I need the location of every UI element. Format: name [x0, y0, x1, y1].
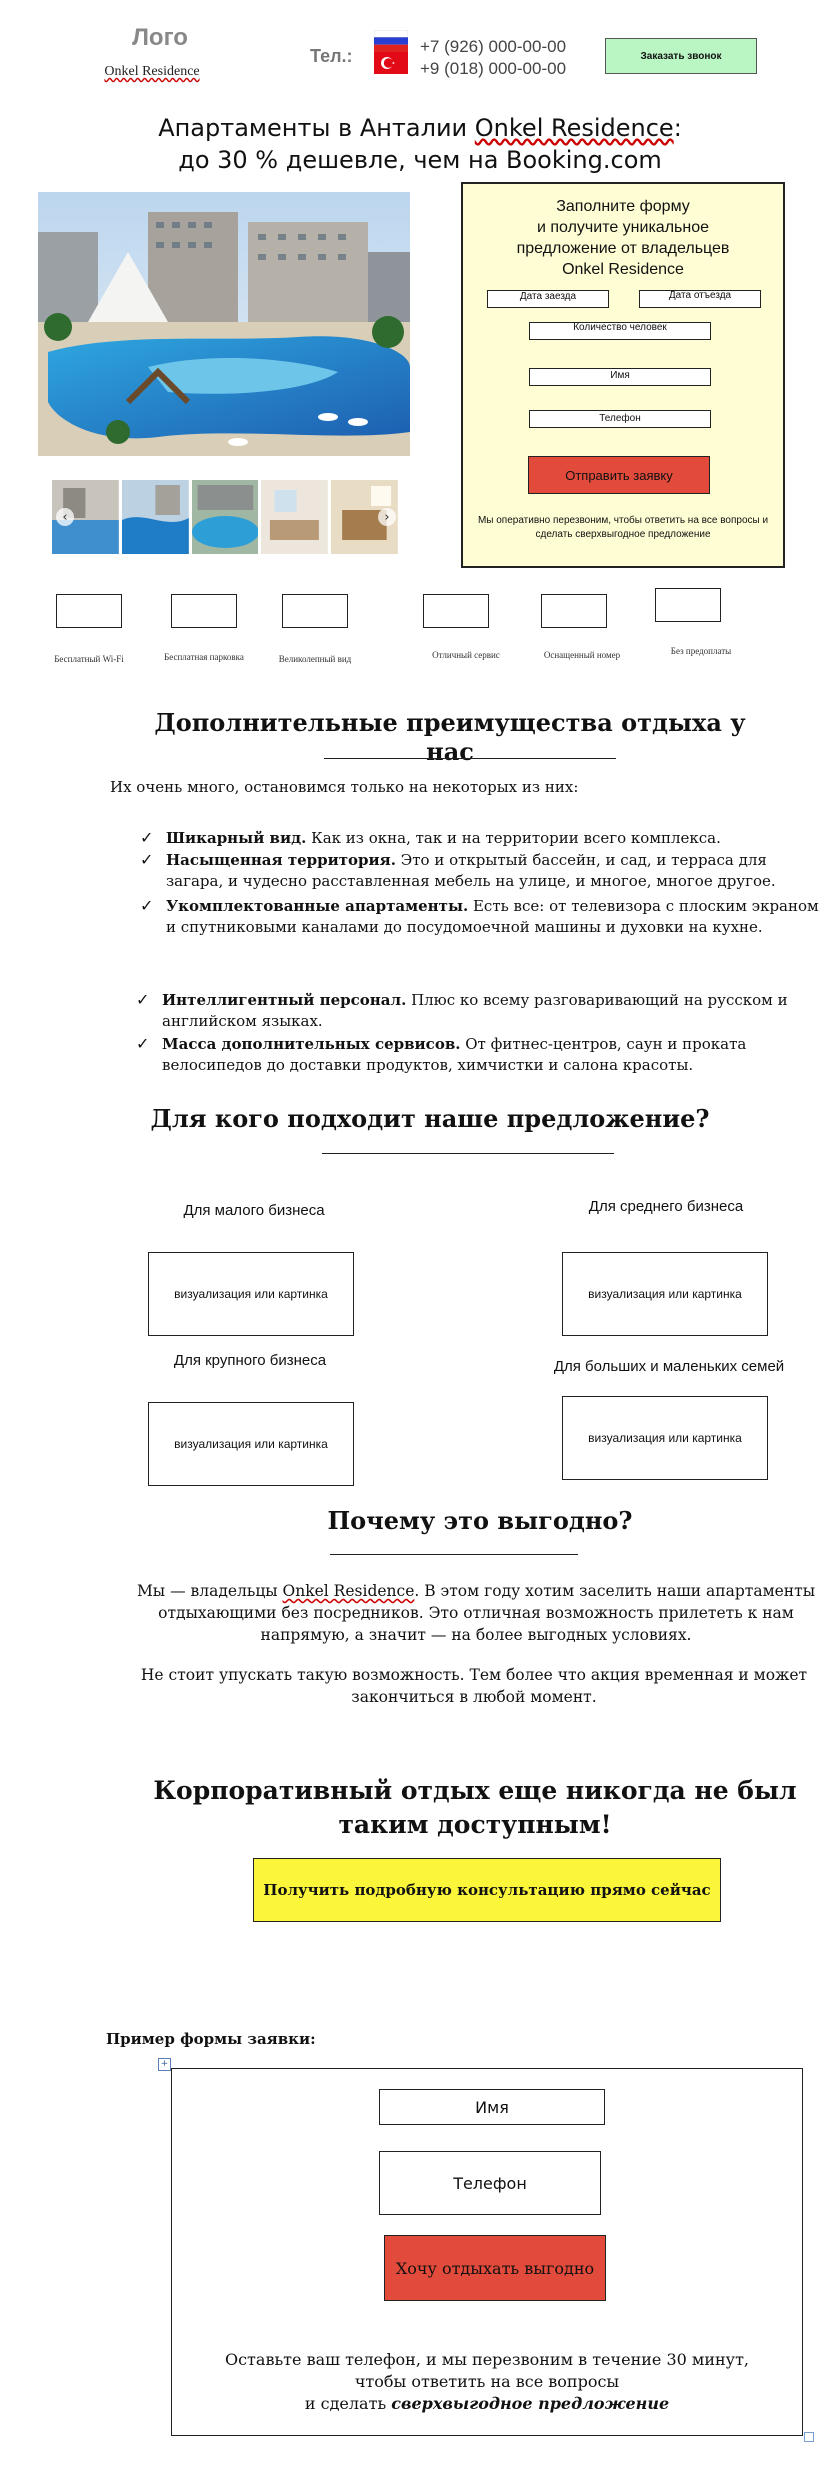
- example-note-prefix: и сделать: [304, 2394, 392, 2413]
- check-icon: ✓: [140, 896, 154, 915]
- why-paragraph-2: Не стоит упускать такую возможность. Тем более что акция временная и может закончиться в любой момент.: [140, 1666, 808, 1706]
- example-name-field[interactable]: Имя: [379, 2089, 605, 2125]
- advantage-item: [166, 896, 826, 938]
- check-icon: ✓: [140, 850, 154, 869]
- feature-view-icon: [282, 594, 348, 628]
- phone-tr[interactable]: +9 (018) 000-00-00: [420, 59, 567, 78]
- thumbnail[interactable]: [122, 480, 189, 554]
- phone-ru[interactable]: +7 (926) 000-00-00: [420, 37, 567, 56]
- advantage-item-title: Шикарный вид.: [166, 829, 307, 847]
- example-note-emphasis: сверхвыгодное предложение: [391, 2394, 670, 2413]
- page-title: [150, 112, 690, 176]
- audience-title: Для кого подходит наше предложение?: [150, 1104, 710, 1133]
- tel-label: Тел.:: [310, 46, 353, 66]
- advantage-item-title: Насыщенная территория.: [166, 851, 396, 869]
- feature-parking-icon: [171, 594, 237, 628]
- why-paragraph-1: [126, 1580, 826, 1646]
- table-move-handle-icon[interactable]: +: [158, 2058, 171, 2071]
- thumbnail[interactable]: [261, 480, 328, 554]
- divider: [330, 1554, 578, 1555]
- feature-label: Отличный сервис: [432, 650, 500, 660]
- russia-flag-icon: [374, 30, 408, 52]
- example-phone-field[interactable]: Телефон: [379, 2151, 601, 2215]
- gallery-next-icon[interactable]: ›: [378, 508, 396, 526]
- name-field[interactable]: Имя: [529, 368, 711, 386]
- advantage-item-text: Плюс ко всему разговаривающий на русском и английском языках.: [162, 991, 788, 1030]
- lead-form-title-line: предложение от владельцев: [516, 240, 730, 257]
- advantage-item: [166, 850, 806, 892]
- advantage-item-title: Интеллигентный персонал.: [162, 991, 407, 1009]
- guests-count-field[interactable]: Количество человек: [529, 322, 711, 340]
- title-line1-prefix: Апартаменты в Анталии: [158, 114, 475, 142]
- corporate-title: Корпоративный отдых еще никогда не был таким доступным!: [153, 1776, 797, 1839]
- example-form-label: Пример формы заявки:: [106, 2030, 316, 2048]
- lead-form-title-line: и получите уникальное: [536, 219, 710, 236]
- turkey-flag-icon: [374, 52, 408, 74]
- thumbnail[interactable]: [192, 480, 259, 554]
- advantages-title: Дополнительные преимущества отдыха у нас: [154, 708, 746, 766]
- example-submit-button[interactable]: Хочу отдыхать выгодно: [384, 2235, 606, 2301]
- feature-no-prepay-icon: [655, 588, 721, 622]
- table-resize-handle-icon[interactable]: [804, 2432, 814, 2442]
- lead-form: [461, 182, 785, 568]
- lead-form-note: Мы оперативно перезвоним, чтобы ответить на все вопросы и сделать сверхвыгодное предложение: [477, 515, 769, 540]
- phone-field[interactable]: Телефон: [529, 410, 711, 428]
- why-brand: Onkel Residence: [282, 1582, 415, 1600]
- lead-form-title-line: Onkel Residence: [562, 261, 684, 278]
- call-request-button[interactable]: Заказать звонок: [605, 38, 757, 74]
- why-p1-prefix: Мы — владельцы: [136, 1582, 283, 1600]
- example-form-note: [172, 2349, 802, 2415]
- example-note-line: Оставьте ваш телефон, и мы перезвоним в течение 30 минут,: [224, 2350, 750, 2369]
- feature-label: Великолепный вид: [278, 654, 352, 664]
- why-p1-suffix: . В этом году хотим заселить наши апартаменты отдыхающими без посредников. Это отличная возможность прилететь к нам напрямую, а значит — на более выгодных условиях.: [158, 1582, 816, 1644]
- audience-label: Для больших и маленьких семей: [553, 1358, 785, 1375]
- feature-label: Бесплатная парковка: [164, 652, 244, 662]
- advantage-item: [162, 990, 822, 1032]
- advantage-item-title: Укомплектованные апартаменты.: [166, 897, 469, 915]
- audience-image-placeholder: визуализация или картинка: [562, 1252, 768, 1336]
- why-title: Почему это выгодно?: [327, 1506, 633, 1535]
- thumbnail-strip: [52, 480, 398, 554]
- feature-room-icon: [541, 594, 607, 628]
- check-icon: ✓: [136, 990, 150, 1009]
- advantage-item-text: Есть все: от телевизора с плоским экраном и спутниковыми каналами до посудомоечной машины и духовки на кухне.: [166, 897, 819, 936]
- logo[interactable]: Лого: [132, 24, 188, 51]
- checkout-date-field[interactable]: Дата отъезда: [639, 290, 761, 308]
- feature-label: Без предоплаты: [670, 646, 732, 656]
- feature-service-icon: [423, 594, 489, 628]
- divider: [324, 758, 616, 759]
- advantage-item: [162, 1034, 792, 1076]
- feature-wifi-icon: [56, 594, 122, 628]
- advantages-intro: Их очень много, остановимся только на некоторых из них:: [110, 778, 579, 796]
- feature-label: Оснащенный номер: [543, 650, 621, 660]
- brand-name: [72, 64, 232, 80]
- example-note-line: чтобы ответить на все вопросы: [354, 2372, 620, 2391]
- submit-request-button[interactable]: Отправить заявку: [528, 456, 710, 494]
- audience-image-placeholder: визуализация или картинка: [148, 1402, 354, 1486]
- lead-form-title-line: Заполните форму: [556, 198, 690, 215]
- advantage-item-title: Масса дополнительных сервисов.: [162, 1035, 461, 1053]
- advantage-item: [166, 828, 806, 849]
- example-note-line: [172, 2393, 802, 2415]
- checkin-date-field[interactable]: Дата заезда: [487, 290, 609, 308]
- advantage-item-text: От фитнес-центров, саун и проката велосипедов до доставки продуктов, химчистки и салона красоты.: [162, 1035, 747, 1074]
- title-line1-suffix: :: [673, 114, 682, 142]
- brand-name-text: Onkel Residence: [104, 64, 200, 79]
- title-brand: Onkel Residence: [474, 114, 674, 142]
- audience-image-placeholder: визуализация или картинка: [562, 1396, 768, 1480]
- audience-label: Для среднего бизнеса: [588, 1198, 744, 1215]
- feature-label: Бесплатный Wi-Fi: [54, 654, 124, 664]
- audience-label: Для малого бизнеса: [183, 1202, 325, 1219]
- gallery-prev-icon[interactable]: ‹: [56, 508, 74, 526]
- resort-photo[interactable]: [38, 192, 410, 456]
- consultation-button[interactable]: Получить подробную консультацию прямо сейчас: [253, 1858, 721, 1922]
- advantage-item-text: Это и открытый бассейн, и сад, и терраса для загара, и чудесно расставленная мебель на улице, и многое, многое другое.: [166, 851, 776, 890]
- example-form: [171, 2068, 803, 2436]
- lead-form-title: [463, 196, 783, 280]
- divider: [322, 1153, 614, 1154]
- title-line2: до 30 % дешевле, чем на Booking.com: [178, 146, 662, 174]
- audience-label: Для крупного бизнеса: [173, 1352, 327, 1369]
- check-icon: ✓: [140, 828, 154, 847]
- check-icon: ✓: [136, 1034, 150, 1053]
- audience-image-placeholder: визуализация или картинка: [148, 1252, 354, 1336]
- advantage-item-text: Как из окна, так и на территории всего комплекса.: [306, 829, 721, 847]
